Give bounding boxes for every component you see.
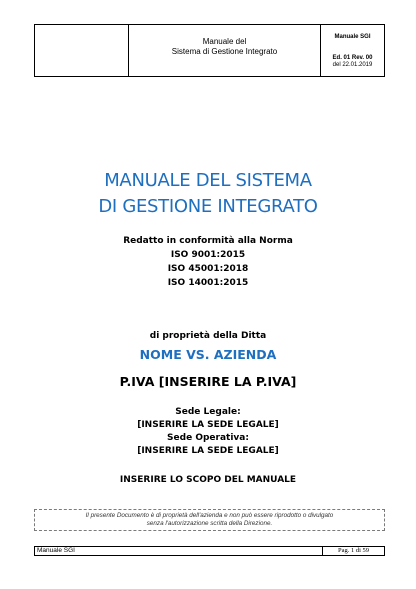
header-info-cell	[321, 25, 384, 76]
legal-seat-value: [INSERIRE LA SEDE LEGALE]	[137, 420, 279, 430]
header-manual-label: Manuale SGI	[334, 34, 371, 40]
norm-item: ISO 9001:2015	[170, 250, 246, 260]
document-title	[0, 168, 416, 220]
company-name: NOME VS. AZIENDA	[139, 347, 277, 362]
locations-block	[0, 406, 416, 458]
manual-scope: INSERIRE LO SCOPO DEL MANUALE	[119, 475, 297, 485]
conformity-intro: Redatto in conformità alla Norma	[123, 236, 293, 246]
header-edition-revision: Ed. 01 Rev. 00	[332, 55, 373, 61]
disclaimer-line1: Il presente Documento è di proprietà dell'azienda e non può essere riprodotto o divulgato	[85, 512, 334, 519]
confidentiality-disclaimer	[34, 509, 385, 531]
document-title-line1: MANUALE DEL SISTEMA	[104, 170, 312, 191]
vat-number: P.IVA [INSERIRE LA P.IVA]	[119, 374, 297, 389]
disclaimer-line2: senza l'autorizzazione scritta della Direzione.	[146, 520, 273, 527]
header-title-line1: Manuale del	[202, 36, 247, 46]
ownership-intro: di proprietà della Ditta	[149, 331, 267, 341]
conformity-block	[0, 234, 416, 290]
document-header	[34, 24, 385, 77]
norm-item: ISO 14001:2015	[167, 278, 249, 288]
footer-manual-label: Manuale SGI	[35, 547, 323, 555]
header-title-line2: Sistema di Gestione Integrato	[171, 46, 278, 56]
page-number: Pag. 1 di 59	[337, 547, 370, 554]
operative-seat-label: Sede Operativa:	[167, 433, 249, 443]
document-footer	[34, 546, 385, 556]
logo-placeholder-cell	[35, 25, 129, 76]
operative-seat-value: [INSERIRE LA SEDE LEGALE]	[137, 446, 279, 456]
header-date: del 22.01.2019	[332, 62, 373, 68]
header-title-cell	[129, 25, 321, 76]
document-title-line2: DI GESTIONE INTEGRATO	[98, 196, 318, 217]
norm-item: ISO 45001:2018	[167, 264, 249, 274]
legal-seat-label: Sede Legale:	[175, 407, 241, 417]
